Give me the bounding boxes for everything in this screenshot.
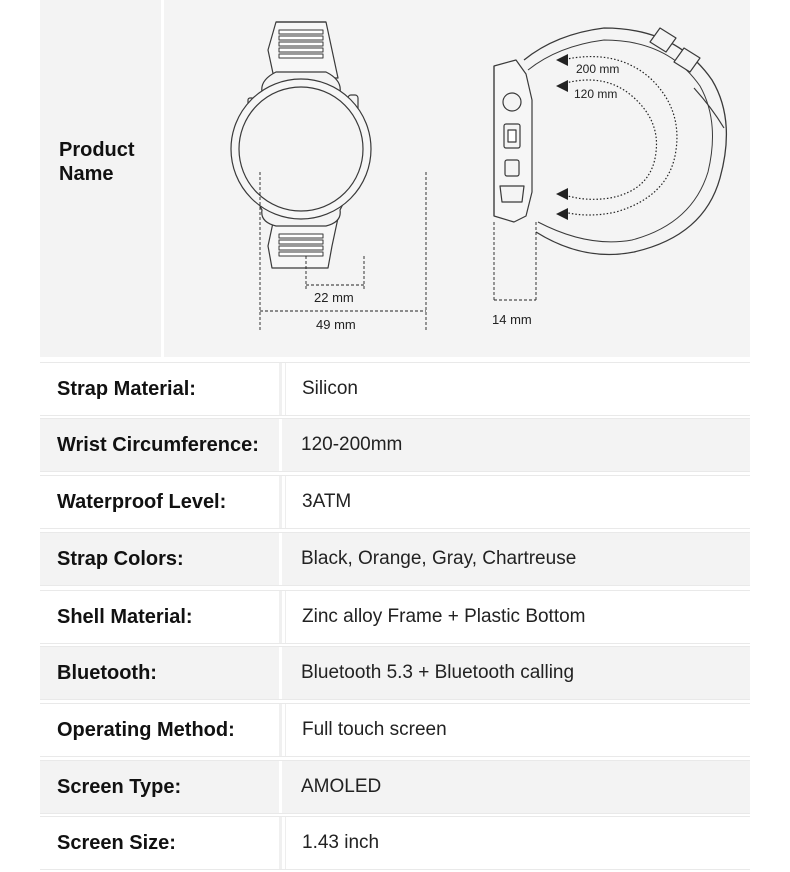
spec-label: Screen Type: [40,761,282,813]
spec-row-operating-method [40,703,750,757]
watch-drawing-svg [164,0,750,357]
max-circumference-label: 200 mm [576,62,620,76]
side-button [505,160,519,176]
spec-label: Bluetooth: [40,647,282,699]
spec-label: Strap Material: [40,363,282,415]
spec-value: 3ATM [285,476,750,528]
spec-value: 120-200mm [301,434,403,455]
spec-row-waterproof-level [40,475,750,529]
spec-label: Waterproof Level: [40,476,282,528]
spec-row-screen-type [40,760,750,814]
product-row [40,0,750,357]
spec-row-strap-material [40,362,750,416]
spec-value: 1.43 inch [285,817,750,869]
front-screen [239,87,363,211]
case-width-label: 49 mm [316,317,356,332]
circumference-arrows [562,57,677,215]
spec-row-wrist-circumference [40,418,750,472]
product-label-line-1: Product [59,139,135,161]
spec-row-bluetooth [40,646,750,700]
spec-value: Black, Orange, Gray, Chartreuse [301,548,577,569]
thickness-label: 14 mm [492,312,532,327]
product-label-line-2: Name [59,163,114,185]
side-buckle-2 [674,48,700,72]
side-port-inner [508,130,516,142]
spec-value: Zinc alloy Frame + Plastic Bottom [285,591,750,643]
spec-value: Full touch screen [285,704,750,756]
spec-value: Silicon [285,363,750,415]
spec-value: AMOLED [301,776,382,797]
spec-label: Operating Method: [40,704,282,756]
side-crown [503,93,521,111]
spec-value: Bluetooth 5.3 + Bluetooth calling [301,662,575,683]
spec-sheet [40,0,750,872]
side-dimension-lines [494,222,536,300]
watch-dimension-drawing [164,0,750,357]
side-strap-inner [528,40,713,242]
arrow-heads [556,54,568,220]
product-label-cell [40,0,164,357]
min-circumference-label: 120 mm [574,87,618,101]
product-name-label [59,138,159,186]
strap-width-label: 22 mm [314,290,354,305]
side-foot [500,186,524,202]
front-top-strap-ridges [279,30,323,58]
spec-label: Shell Material: [40,591,282,643]
spec-label: Screen Size: [40,817,282,869]
spec-label: Strap Colors: [40,533,282,585]
watch-front-view [231,22,371,268]
spec-row-screen-size [40,816,750,870]
spec-row-shell-material [40,590,750,644]
spec-label: Wrist Circumference: [40,419,282,471]
spec-row-strap-colors [40,532,750,586]
